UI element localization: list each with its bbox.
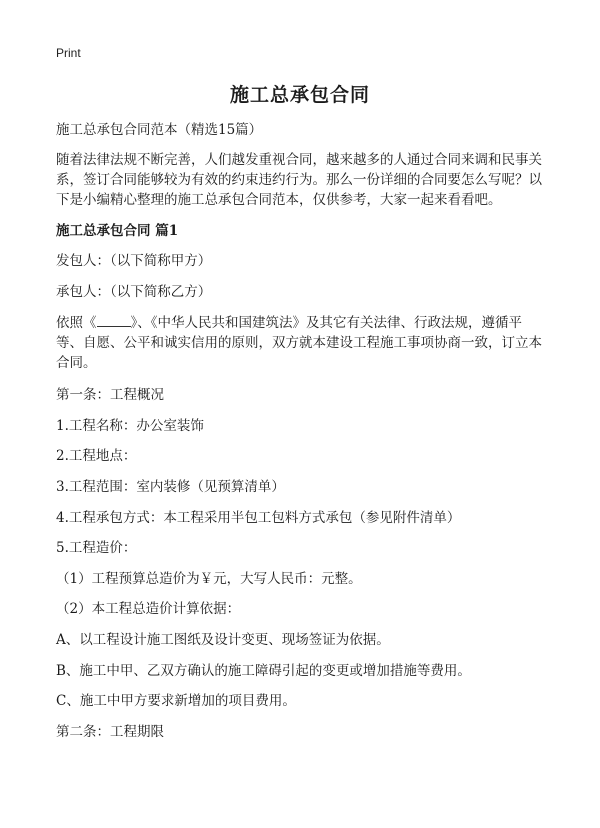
legal-basis-suffix: 》、《中华人民共和国建筑法》及其它有关法律、行政法规，遵循平等、自愿、公平和诚实信用的原则，双方就本建设工程施工事项协商一致，订立本合同。 bbox=[56, 315, 542, 372]
document-subtitle: 施工总承包合同范本（精选15篇） bbox=[56, 122, 263, 138]
document-body bbox=[56, 120, 546, 752]
intro-paragraph: 随着法律法规不断完善，人们越发重视合同，越来越多的人通过合同来调和民事关系，签订合同能够较为有效的约束违约行为。那么一份详细的合同要怎么写呢？以下是小编精心整理的施工总承包合同范本，仅供参考，大家一起来看看吧。 bbox=[56, 152, 542, 208]
item-contract-method: 4.工程承包方式：本工程采用半包工包料方式承包（参见附件清单） bbox=[56, 509, 461, 526]
contractor-line: 承包人：（以下简称乙方） bbox=[56, 283, 212, 300]
print-link[interactable]: Print bbox=[56, 46, 81, 60]
document-title: 施工总承包合同 bbox=[229, 84, 370, 106]
item-basis-a: A、以工程设计施工图纸及设计变更、现场签证为依据。 bbox=[56, 631, 390, 648]
article-1-heading: 第一条：工程概况 bbox=[56, 387, 164, 404]
item-project-scope: 3.工程范围：室内装修（见预算清单） bbox=[56, 478, 285, 495]
item-basis-c: C、施工中甲方要求新增加的项目费用。 bbox=[56, 693, 296, 710]
item-project-location: 2.工程地点： bbox=[56, 448, 137, 465]
article-2-heading: 第二条：工程期限 bbox=[56, 723, 164, 740]
item-project-cost: 5.工程造价： bbox=[56, 540, 137, 557]
section-title: 施工总承包合同 篇1 bbox=[56, 223, 179, 239]
blank-underline bbox=[97, 312, 131, 327]
item-cost-basis: （2）本工程总造价计算依据： bbox=[56, 601, 241, 618]
item-basis-b: B、施工中甲、乙双方确认的施工障碍引起的变更或增加措施等费用。 bbox=[56, 662, 471, 679]
legal-basis-paragraph bbox=[56, 312, 546, 373]
legal-basis-prefix: 依照《 bbox=[56, 315, 97, 332]
item-cost-budget: （1）工程预算总造价为￥元，大写人民币：元整。 bbox=[56, 570, 362, 587]
employer-line: 发包人：（以下简称甲方） bbox=[56, 253, 212, 269]
item-project-name: 1.工程名称：办公室装饰 bbox=[56, 417, 204, 434]
